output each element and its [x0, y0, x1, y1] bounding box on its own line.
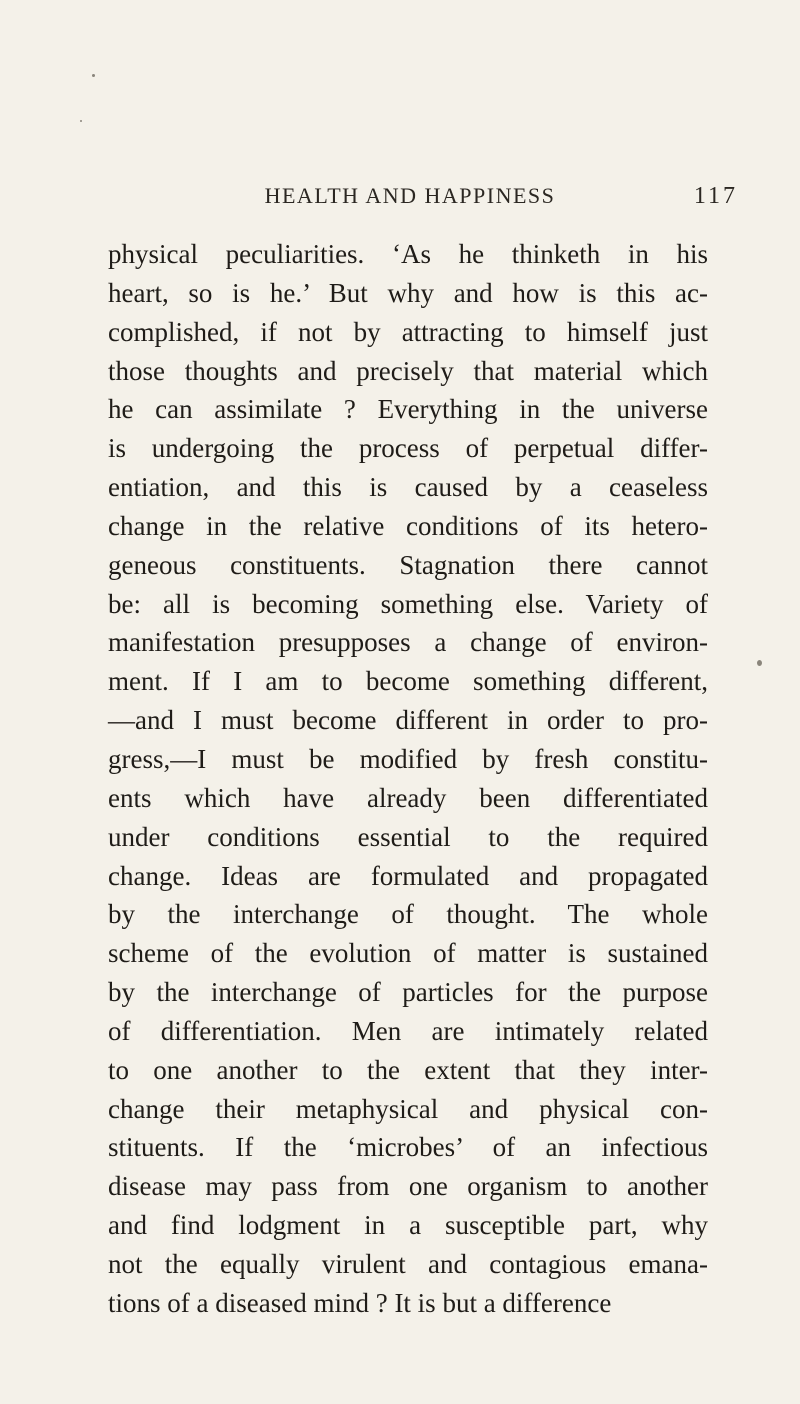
text-line: change their metaphysical and physical con-: [108, 1093, 708, 1124]
text-line: geneous constituents. Stagnation there cannot: [108, 549, 708, 580]
text-line: ents which have already been differentiated: [108, 782, 708, 813]
text-line: tions of a diseased mind ? It is but a difference: [108, 1287, 612, 1318]
text-line: to one another to the extent that they inter-: [108, 1054, 708, 1085]
page-number: 117: [693, 183, 738, 209]
text-line: change in the relative conditions of its hetero-: [108, 510, 708, 541]
text-line: complished, if not by attracting to himself just: [108, 316, 708, 347]
text-line: ment. If I am to become something different,: [108, 666, 708, 697]
text-line: disease may pass from one organism to another: [108, 1171, 708, 1202]
text-line: scheme of the evolution of matter is sustained: [108, 938, 708, 969]
paper-speck: [757, 660, 762, 666]
body-text: [108, 235, 708, 1323]
text-line: be: all is becoming something else. Variety of: [108, 588, 708, 619]
text-line: physical peculiarities. ‘As he thinketh in his: [108, 239, 708, 269]
text-line: stituents. If the ‘microbes’ of an infectious: [108, 1132, 708, 1163]
text-line: heart, so is he.’ But why and how is this ac-: [108, 277, 708, 308]
paper-speck: [92, 74, 95, 77]
text-line: those thoughts and precisely that material which: [108, 355, 708, 386]
running-head: [110, 178, 738, 214]
running-title: HEALTH AND HAPPINESS: [264, 183, 556, 208]
text-line: of differentiation. Men are intimately related: [108, 1015, 708, 1046]
text-line: by the interchange of thought. The whole: [108, 899, 708, 930]
text-line: not the equally virulent and contagious emana-: [108, 1248, 708, 1279]
text-line: manifestation presupposes a change of environ-: [108, 627, 708, 658]
text-line: under conditions essential to the required: [108, 821, 708, 852]
text-line: he can assimilate ? Everything in the universe: [108, 394, 708, 425]
text-line: entiation, and this is caused by a ceaseless: [108, 472, 708, 503]
text-line: —and I must become different in order to pro-: [108, 705, 708, 736]
text-line: gress,—I must be modified by fresh constitu-: [108, 743, 708, 774]
text-line: is undergoing the process of perpetual differ-: [108, 433, 708, 464]
text-line: by the interchange of particles for the purpose: [108, 977, 708, 1008]
paper-speck: [80, 120, 82, 122]
text-line: and find lodgment in a susceptible part, why: [108, 1210, 708, 1241]
text-line: change. Ideas are formulated and propagated: [108, 860, 708, 891]
